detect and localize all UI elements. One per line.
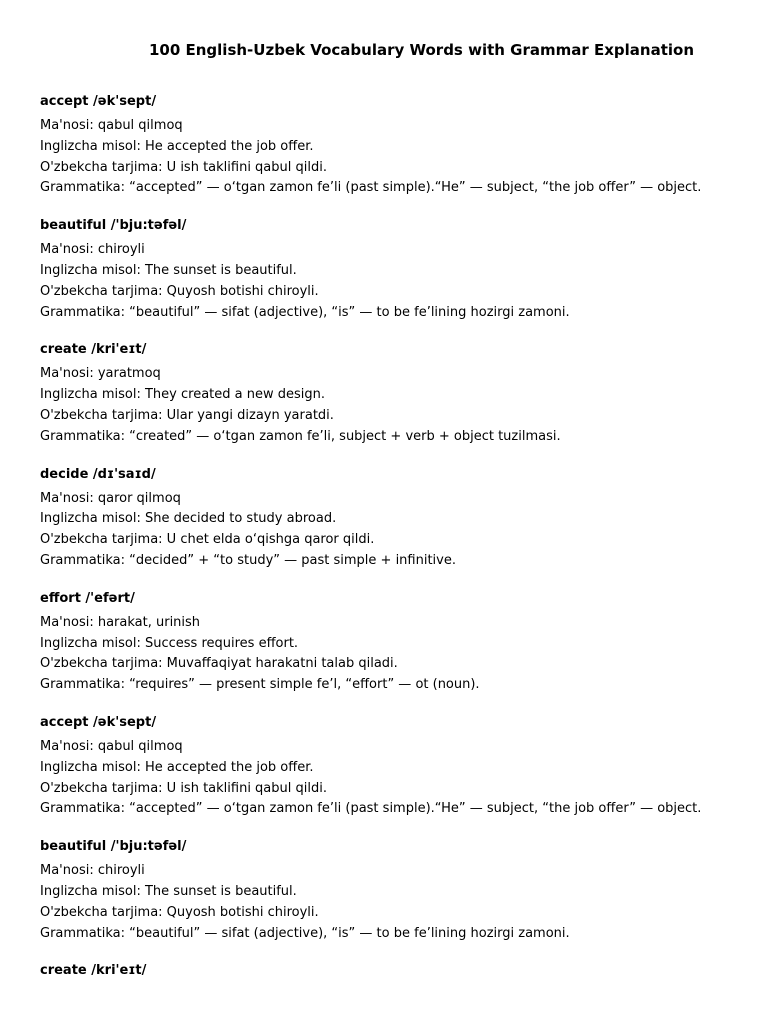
vocab-entry bbox=[40, 342, 728, 447]
entry-translation: O'zbekcha tarjima: Quyosh botishi chiroyli. bbox=[40, 283, 319, 299]
vocab-entry bbox=[40, 963, 728, 979]
entry-grammar: Grammatika: “requires” — present simple fe’l, “effort” — ot (noun). bbox=[40, 677, 480, 693]
entry-english-example: Inglizcha misol: He accepted the job offer. bbox=[40, 759, 314, 775]
entry-headword: beautiful /'bju:təfəl/ bbox=[40, 218, 187, 234]
entry-grammar: Grammatika: “decided” + “to study” — past simple + infinitive. bbox=[40, 552, 456, 568]
entry-meaning: Ma'nosi: chiroyli bbox=[40, 863, 145, 879]
entry-english-example: Inglizcha misol: They created a new design. bbox=[40, 387, 325, 403]
entry-meaning: Ma'nosi: qabul qilmoq bbox=[40, 118, 183, 133]
vocab-entry bbox=[40, 715, 728, 820]
entry-headword: accept /ək'sept/ bbox=[40, 94, 157, 109]
entry-english-example: Inglizcha misol: She decided to study abroad. bbox=[40, 511, 337, 527]
entry-meaning: Ma'nosi: qaror qilmoq bbox=[40, 490, 181, 506]
entry-meaning: Ma'nosi: chiroyli bbox=[40, 242, 145, 258]
entry-grammar: Grammatika: “beautiful” — sifat (adjective), “is” — to be fe’lining hozirgi zamoni. bbox=[40, 304, 570, 320]
entry-english-example: Inglizcha misol: Success requires effort. bbox=[40, 635, 299, 651]
entry-grammar: Grammatika: “accepted” — o‘tgan zamon fe’li (past simple).“He” — subject, “the job offer” — object. bbox=[40, 801, 702, 817]
entry-english-example: Inglizcha misol: He accepted the job offer. bbox=[40, 138, 314, 154]
entry-english-example: Inglizcha misol: The sunset is beautiful. bbox=[40, 262, 297, 278]
entry-grammar: Grammatika: “beautiful” — sifat (adjective), “is” — to be fe’lining hozirgi zamoni. bbox=[40, 925, 570, 941]
entry-translation: O'zbekcha tarjima: U chet elda o‘qishga qaror qildi. bbox=[40, 532, 375, 548]
vocab-entry bbox=[40, 94, 728, 199]
entry-translation: O'zbekcha tarjima: U ish taklifini qabul qildi. bbox=[40, 780, 327, 796]
entry-headword: create /kri'eɪt/ bbox=[40, 342, 147, 358]
entry-grammar: Grammatika: “accepted” — o‘tgan zamon fe’li (past simple).“He” — subject, “the job offer” — object. bbox=[40, 180, 702, 196]
document-title: 100 English-Uzbek Vocabulary Words with Grammar Explanation bbox=[148, 41, 695, 59]
entry-headword: decide /dɪ'saɪd/ bbox=[40, 466, 156, 482]
entry-meaning: Ma'nosi: yaratmoq bbox=[40, 366, 161, 382]
entry-meaning: Ma'nosi: harakat, urinish bbox=[40, 614, 201, 630]
entry-headword: create /kri'eɪt/ bbox=[40, 963, 147, 979]
entry-headword: accept /ək'sept/ bbox=[40, 714, 157, 730]
entry-grammar: Grammatika: “created” — o‘tgan zamon fe’li, subject + verb + object tuzilmasi. bbox=[40, 428, 561, 444]
entry-meaning: Ma'nosi: qabul qilmoq bbox=[40, 738, 183, 754]
entry-headword: beautiful /'bju:təfəl/ bbox=[40, 839, 187, 855]
vocab-entry bbox=[40, 839, 728, 944]
vocab-entry bbox=[40, 467, 728, 572]
entry-translation: O'zbekcha tarjima: Ular yangi dizayn yaratdi. bbox=[40, 407, 334, 423]
entry-english-example: Inglizcha misol: The sunset is beautiful. bbox=[40, 883, 297, 899]
entry-headword: effort /'efərt/ bbox=[40, 590, 135, 606]
entry-translation: O'zbekcha tarjima: Muvaffaqiyat harakatni talab qiladi. bbox=[40, 656, 398, 672]
vocab-entry bbox=[40, 591, 728, 696]
entry-translation: O'zbekcha tarjima: Quyosh botishi chiroyli. bbox=[40, 904, 319, 920]
entry-translation: O'zbekcha tarjima: U ish taklifini qabul qildi. bbox=[40, 159, 327, 175]
vocab-entry bbox=[40, 218, 728, 323]
